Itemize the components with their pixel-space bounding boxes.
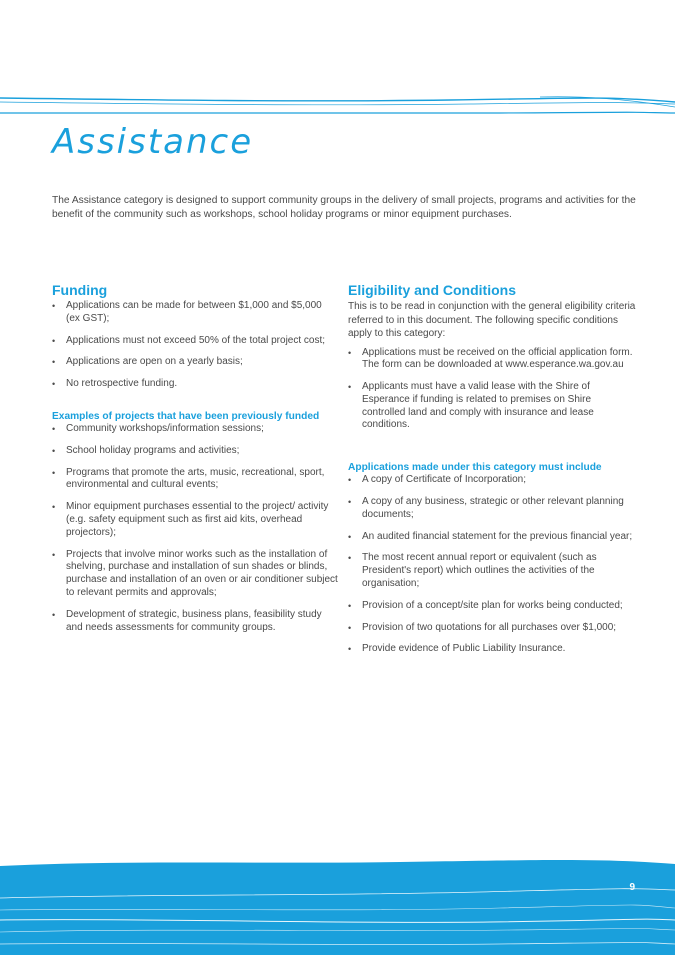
right-column xyxy=(348,282,636,665)
list-item: • Applications must be received on the official application form. The form can be downloaded at www.esperance.wa.gov.au xyxy=(348,347,636,373)
footer-wave-band xyxy=(0,858,675,955)
examples-heading: Examples of projects that have been previously funded xyxy=(52,410,320,422)
funding-list xyxy=(52,300,338,391)
list-item: • A copy of any business, strategic or other relevant planning documents; xyxy=(348,496,636,522)
list-item: • The most recent annual report or equivalent (such as President's report) which outlines the activities of the organisation; xyxy=(348,552,636,590)
list-item: • Provide evidence of Public Liability Insurance. xyxy=(348,643,636,656)
list-item: • Provision of two quotations for all purchases over $1,000; xyxy=(348,622,636,635)
list-item: • Applications can be made for between $1,000 and $5,000 (ex GST); xyxy=(52,300,338,326)
eligibility-lead: This is to be read in conjunction with the general eligibility criteria referred to in this document. The following specific conditions apply to this category: xyxy=(348,301,636,339)
list-item: • Development of strategic, business plans, feasibility study and needs assessments for community groups. xyxy=(52,609,338,635)
list-item: • Provision of a concept/site plan for works being conducted; xyxy=(348,600,636,613)
list-item: • An audited financial statement for the previous financial year; xyxy=(348,531,636,544)
list-item: • School holiday programs and activities; xyxy=(52,445,338,458)
intro-paragraph: The Assistance category is designed to support community groups in the delivery of small projects, programs and activities for the benefit of the community such as workshops, school holiday programs or minor equipment purchases. xyxy=(52,195,636,220)
top-wave-lines xyxy=(0,88,675,120)
page-number: 9 xyxy=(629,882,635,893)
left-column xyxy=(52,282,338,643)
must-include-heading: Applications made under this category must include xyxy=(348,462,602,474)
list-item: • Projects that involve minor works such as the installation of shelving, purchase and installation of sun shades or blinds, purchase and installation of an oven or air conditioner subject to relevant permits and approvals; xyxy=(52,549,338,600)
list-item: • Community workshops/information sessions; xyxy=(52,423,338,436)
list-item: • A copy of Certificate of Incorporation; xyxy=(348,474,636,487)
eligibility-list xyxy=(348,347,636,433)
list-item: • Applications are open on a yearly basis; xyxy=(52,356,338,369)
list-item: • Minor equipment purchases essential to the project/ activity (e.g. safety equipment such as first aid kits, overhead projectors); xyxy=(52,501,338,539)
eligibility-heading: Eligibility and Conditions xyxy=(348,282,516,298)
page-title: Assistance xyxy=(52,122,254,162)
list-item: • Programs that promote the arts, music, recreational, sport, environmental and cultural events; xyxy=(52,467,338,493)
must-include-list xyxy=(348,474,636,656)
examples-list xyxy=(52,423,338,634)
list-item: • Applicants must have a valid lease with the Shire of Esperance if funding is related to premises on Shire controlled land and comply with insurance and lease conditions. xyxy=(348,381,636,432)
list-item: • No retrospective funding. xyxy=(52,378,338,391)
funding-heading: Funding xyxy=(52,282,108,298)
list-item: • Applications must not exceed 50% of the total project cost; xyxy=(52,335,338,348)
